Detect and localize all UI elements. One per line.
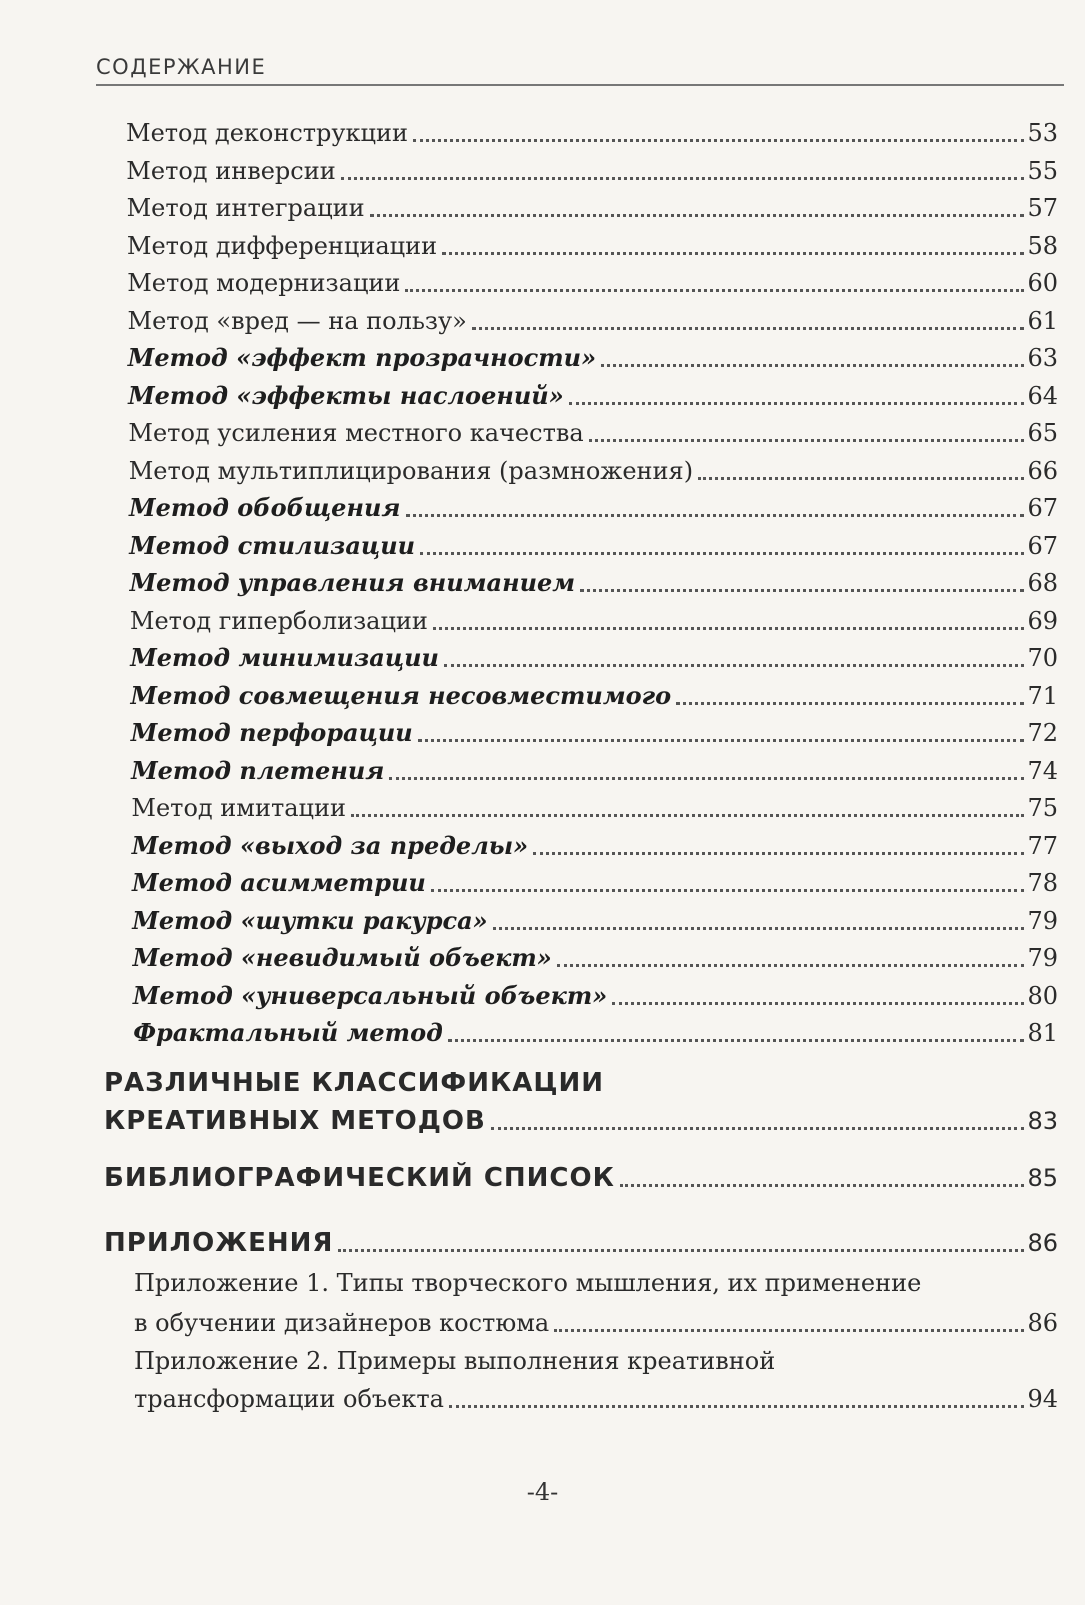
- page-number: 55: [1027, 156, 1058, 185]
- toc-entry-title: Метод дифференциации: [126, 231, 438, 260]
- page-number: 72: [1027, 719, 1058, 747]
- page-number: 61: [1027, 306, 1058, 335]
- toc-entry: [131, 714, 1058, 752]
- toc-entry: [127, 189, 1058, 227]
- page-number: 81: [1027, 1019, 1058, 1047]
- page-number: 66: [1027, 456, 1058, 485]
- toc-entry: [129, 489, 1058, 527]
- page-number: 67: [1027, 531, 1058, 560]
- page-number: 57: [1027, 194, 1058, 222]
- toc-entry-title: Метод обобщения: [129, 493, 401, 522]
- page-number: 77: [1027, 831, 1058, 860]
- toc-entry-title: Метод интеграции: [126, 194, 365, 222]
- dot-leader: [569, 402, 1025, 405]
- toc-entry-title: Метод мультиплицирования (размножения): [128, 456, 694, 485]
- appendix-2-line2: трансформации объекта: [134, 1385, 444, 1413]
- page-number: 74: [1027, 756, 1058, 785]
- toc-entry-title: Метод «выход за пределы»: [131, 830, 529, 860]
- page-number: 68: [1027, 569, 1058, 597]
- appendix-1-line2: в обучении дизайнеров костюма: [134, 1309, 550, 1337]
- appendix-1-line1: Приложение 1. Типы творческого мышления, их применение: [134, 1269, 922, 1297]
- toc-entry-title: Метод асимметрии: [132, 868, 426, 897]
- dot-leader: [370, 214, 1025, 217]
- toc-entry: [133, 1014, 1058, 1052]
- page-header: СОДЕРЖАНИЕ: [96, 52, 1064, 86]
- toc-entry: [128, 377, 1058, 415]
- section-appendices: [104, 1224, 1058, 1262]
- toc-entry: [127, 227, 1058, 265]
- dot-leader: [554, 1329, 1024, 1332]
- dot-leader: [406, 514, 1025, 517]
- toc-entry: [133, 939, 1058, 977]
- dot-leader: [420, 552, 1024, 555]
- toc-entry: [132, 902, 1058, 940]
- appendix-2: [134, 1380, 1058, 1418]
- page-number-footer: -4-: [526, 1478, 559, 1506]
- toc-entry-title: Метод совмещения несовместимого: [130, 680, 672, 710]
- toc-entry: [129, 527, 1058, 565]
- page-number: 86: [1027, 1229, 1058, 1257]
- dot-leader: [444, 664, 1024, 667]
- toc-entry-title: Метод имитации: [131, 794, 346, 822]
- toc-entry: [127, 264, 1058, 302]
- toc-entry-title: Метод усиления местного качества: [128, 419, 584, 447]
- section-classifications-line1: РАЗЛИЧНЫЕ КЛАССИФИКАЦИИ: [104, 1068, 604, 1098]
- page-number: 80: [1027, 981, 1058, 1010]
- dot-leader: [433, 627, 1025, 630]
- dot-leader: [589, 439, 1025, 442]
- toc-entry-title: Метод модернизации: [127, 269, 401, 297]
- dot-leader: [449, 1405, 1024, 1408]
- section-bibliography: [104, 1159, 1058, 1197]
- page-number: 69: [1027, 606, 1058, 635]
- dot-leader: [698, 477, 1024, 480]
- dot-leader: [448, 1039, 1025, 1042]
- dot-leader: [351, 814, 1024, 817]
- page-number: 78: [1027, 869, 1058, 897]
- toc-entry: [132, 827, 1058, 865]
- toc-entry: [131, 789, 1058, 827]
- toc-entry: [128, 414, 1058, 452]
- page-number: 64: [1027, 381, 1058, 410]
- toc-entry-title: Метод «эффект прозрачности»: [127, 343, 597, 372]
- toc-entry-title: Метод «универсальный объект»: [132, 980, 608, 1010]
- section-title: ПРИЛОЖЕНИЯ: [104, 1228, 334, 1258]
- toc-entry-title: Метод перфорации: [130, 718, 413, 747]
- toc-entry-title: Метод инверсии: [126, 156, 336, 185]
- dot-leader: [341, 177, 1025, 180]
- section-title: БИБЛИОГРАФИЧЕСКИЙ СПИСОК: [104, 1163, 615, 1193]
- dot-leader: [431, 889, 1025, 892]
- page-number: 79: [1027, 906, 1058, 935]
- toc-entry: [126, 152, 1058, 190]
- toc-entry-title: Метод «вред — на пользу»: [127, 306, 467, 335]
- dot-leader: [405, 289, 1024, 292]
- page-number: 63: [1027, 344, 1058, 372]
- page-number: 83: [1027, 1107, 1058, 1135]
- dot-leader: [620, 1184, 1025, 1187]
- page-number: 70: [1027, 644, 1058, 672]
- toc-entry: [128, 339, 1058, 377]
- toc-entry: [126, 114, 1058, 152]
- toc-entry-title: Метод «невидимый объект»: [132, 943, 552, 972]
- dot-leader: [533, 852, 1024, 855]
- toc-entry: [131, 752, 1058, 790]
- dot-leader: [493, 927, 1025, 930]
- toc-entry-title: Метод плетения: [131, 755, 385, 785]
- toc-entry: [130, 639, 1058, 677]
- dot-leader: [676, 702, 1024, 705]
- toc-entry-title: Метод стилизации: [129, 530, 416, 560]
- toc-entry-title: Метод деконструкции: [126, 119, 408, 147]
- toc-entry: [129, 452, 1058, 490]
- appendix-1: [134, 1304, 1058, 1342]
- toc-entry: [130, 602, 1058, 640]
- page-number: 94: [1027, 1385, 1058, 1413]
- toc-entry: [128, 302, 1059, 340]
- page-number: 67: [1027, 494, 1058, 522]
- page-number: 58: [1027, 231, 1058, 260]
- page-number: 79: [1027, 944, 1058, 972]
- toc-entry-title: Метод управления вниманием: [129, 568, 576, 597]
- toc-entry: [131, 677, 1059, 715]
- toc-entry-title: Метод «эффекты наслоений»: [128, 380, 564, 410]
- dot-leader: [601, 364, 1024, 367]
- appendix-2-line1: Приложение 2. Примеры выполнения креативной: [134, 1347, 776, 1375]
- dot-leader: [338, 1249, 1024, 1252]
- toc-entry-title: Метод минимизации: [130, 643, 439, 672]
- dot-leader: [612, 1002, 1024, 1005]
- toc-entry: [130, 564, 1058, 602]
- dot-leader: [442, 252, 1024, 255]
- page-number: 53: [1027, 119, 1058, 147]
- toc-entry: [132, 864, 1058, 902]
- dot-leader: [472, 327, 1025, 330]
- toc-entry-title: Метод гиперболизации: [129, 606, 428, 635]
- page-number: 71: [1027, 681, 1058, 710]
- toc-entry: [133, 977, 1058, 1015]
- dot-leader: [413, 139, 1024, 142]
- page-number: 85: [1027, 1164, 1058, 1192]
- section-classifications: [104, 1102, 1058, 1140]
- dot-leader: [557, 964, 1025, 967]
- dot-leader: [418, 739, 1025, 742]
- dot-leader: [491, 1127, 1025, 1130]
- dot-leader: [389, 777, 1024, 780]
- page-number: 60: [1027, 269, 1058, 297]
- section-classifications-line2: КРЕАТИВНЫХ МЕТОДОВ: [104, 1106, 486, 1136]
- page-number: 65: [1027, 419, 1058, 447]
- page-number: 86: [1027, 1309, 1058, 1337]
- page-number: 75: [1027, 794, 1058, 822]
- toc-entry-title: Метод «шутки ракурса»: [132, 905, 488, 935]
- toc-entry-title: Фрактальный метод: [133, 1018, 443, 1047]
- dot-leader: [580, 589, 1024, 592]
